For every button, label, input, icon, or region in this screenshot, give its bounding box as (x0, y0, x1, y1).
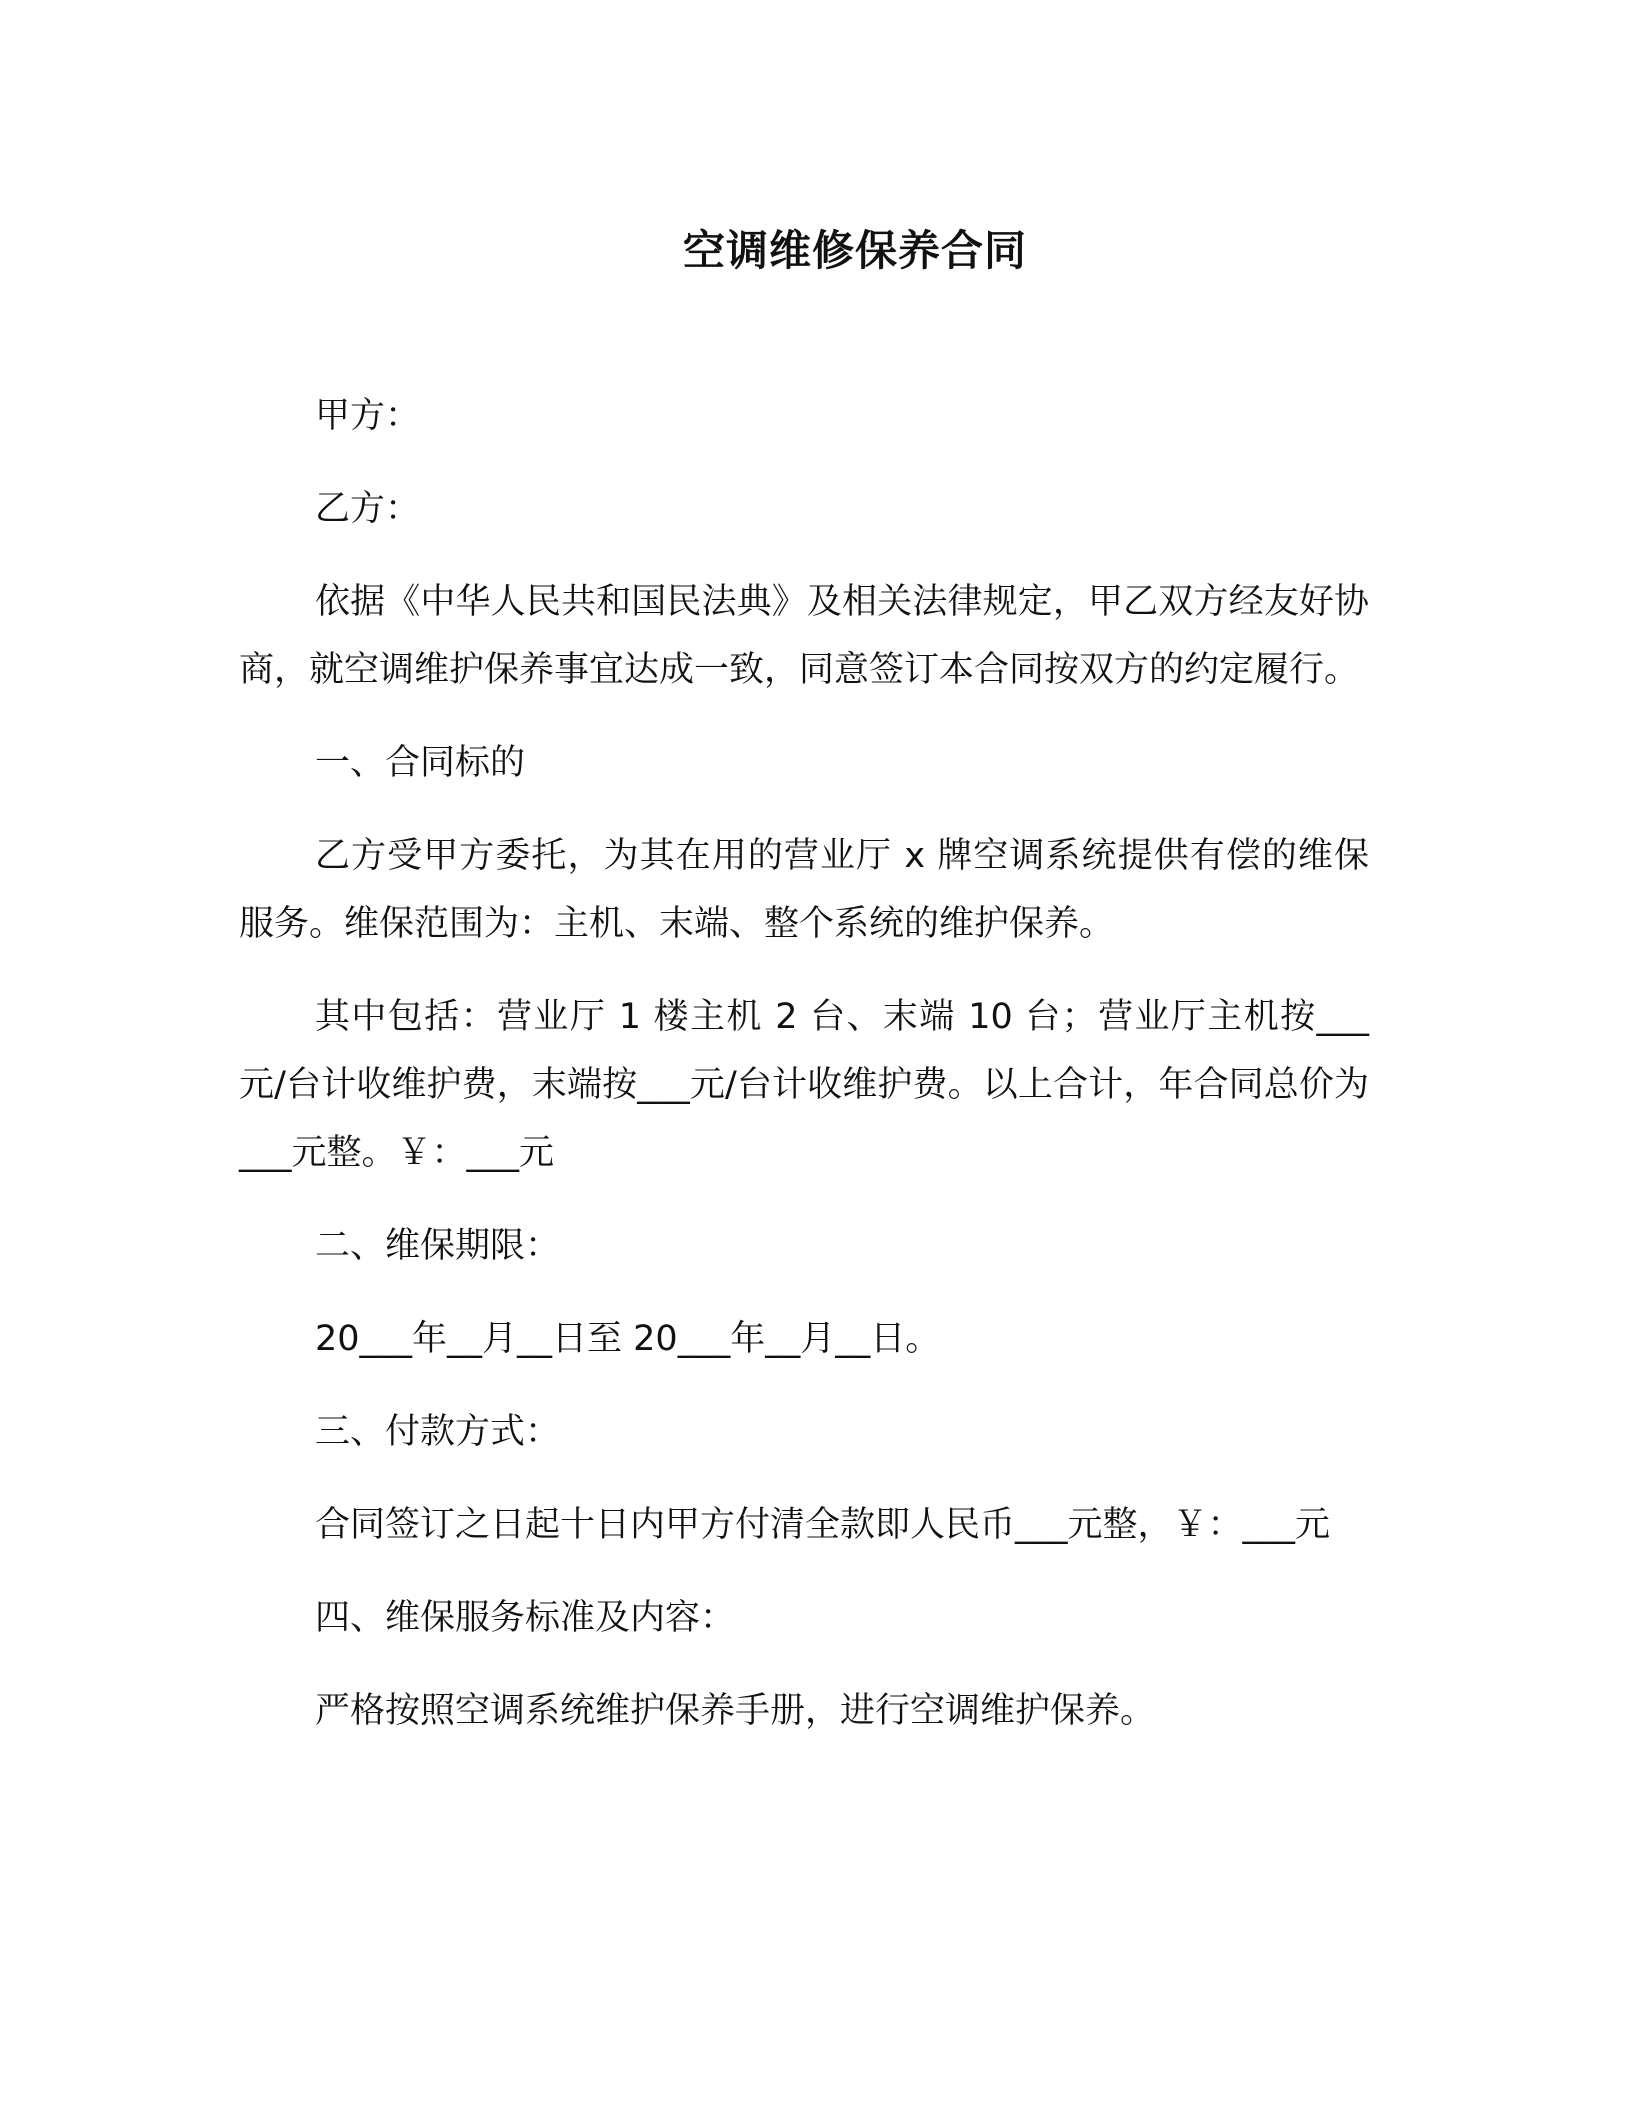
party-a-line: 甲方： (315, 396, 421, 436)
section-heading-3: 三、付款方式： (315, 1412, 561, 1452)
section-1-paragraph-2: 其中包括：营业厅 1 楼主机 2 台、末端 10 台；营业厅主机按___元/台计收维护费，末端按___元/台计收维护费。以上合计，年合同总价为___元整。￥：___元 (239, 997, 1369, 1173)
section-heading-2: 二、维保期限： (315, 1226, 561, 1266)
document-body (239, 382, 1369, 1770)
payment-paragraph: 合同签订之日起十日内甲方付清全款即人民币___元整，￥：___元 (315, 1505, 1331, 1545)
section-heading-1: 一、合同标的 (315, 743, 526, 783)
section-heading-4: 四、维保服务标准及内容： (315, 1598, 736, 1638)
intro-paragraph: 依据《中华人民共和国民法典》及相关法律规定，甲乙双方经友好协商，就空调维护保养事宜达成一致，同意签订本合同按双方的约定履行。 (239, 582, 1369, 690)
service-standard-line: 严格按照空调系统维护保养手册，进行空调维护保养。 (315, 1691, 1156, 1731)
section-1-paragraph-1: 乙方受甲方委托，为其在用的营业厅 x 牌空调系统提供有偿的维保服务。维保范围为：主机、末端、整个系统的维护保养。 (239, 836, 1369, 944)
document-title: 空调维修保养合同 (682, 226, 1027, 275)
maintenance-period-line: 20___年__月__日至 20___年__月__日。 (315, 1319, 941, 1359)
party-b-line: 乙方： (315, 489, 421, 529)
